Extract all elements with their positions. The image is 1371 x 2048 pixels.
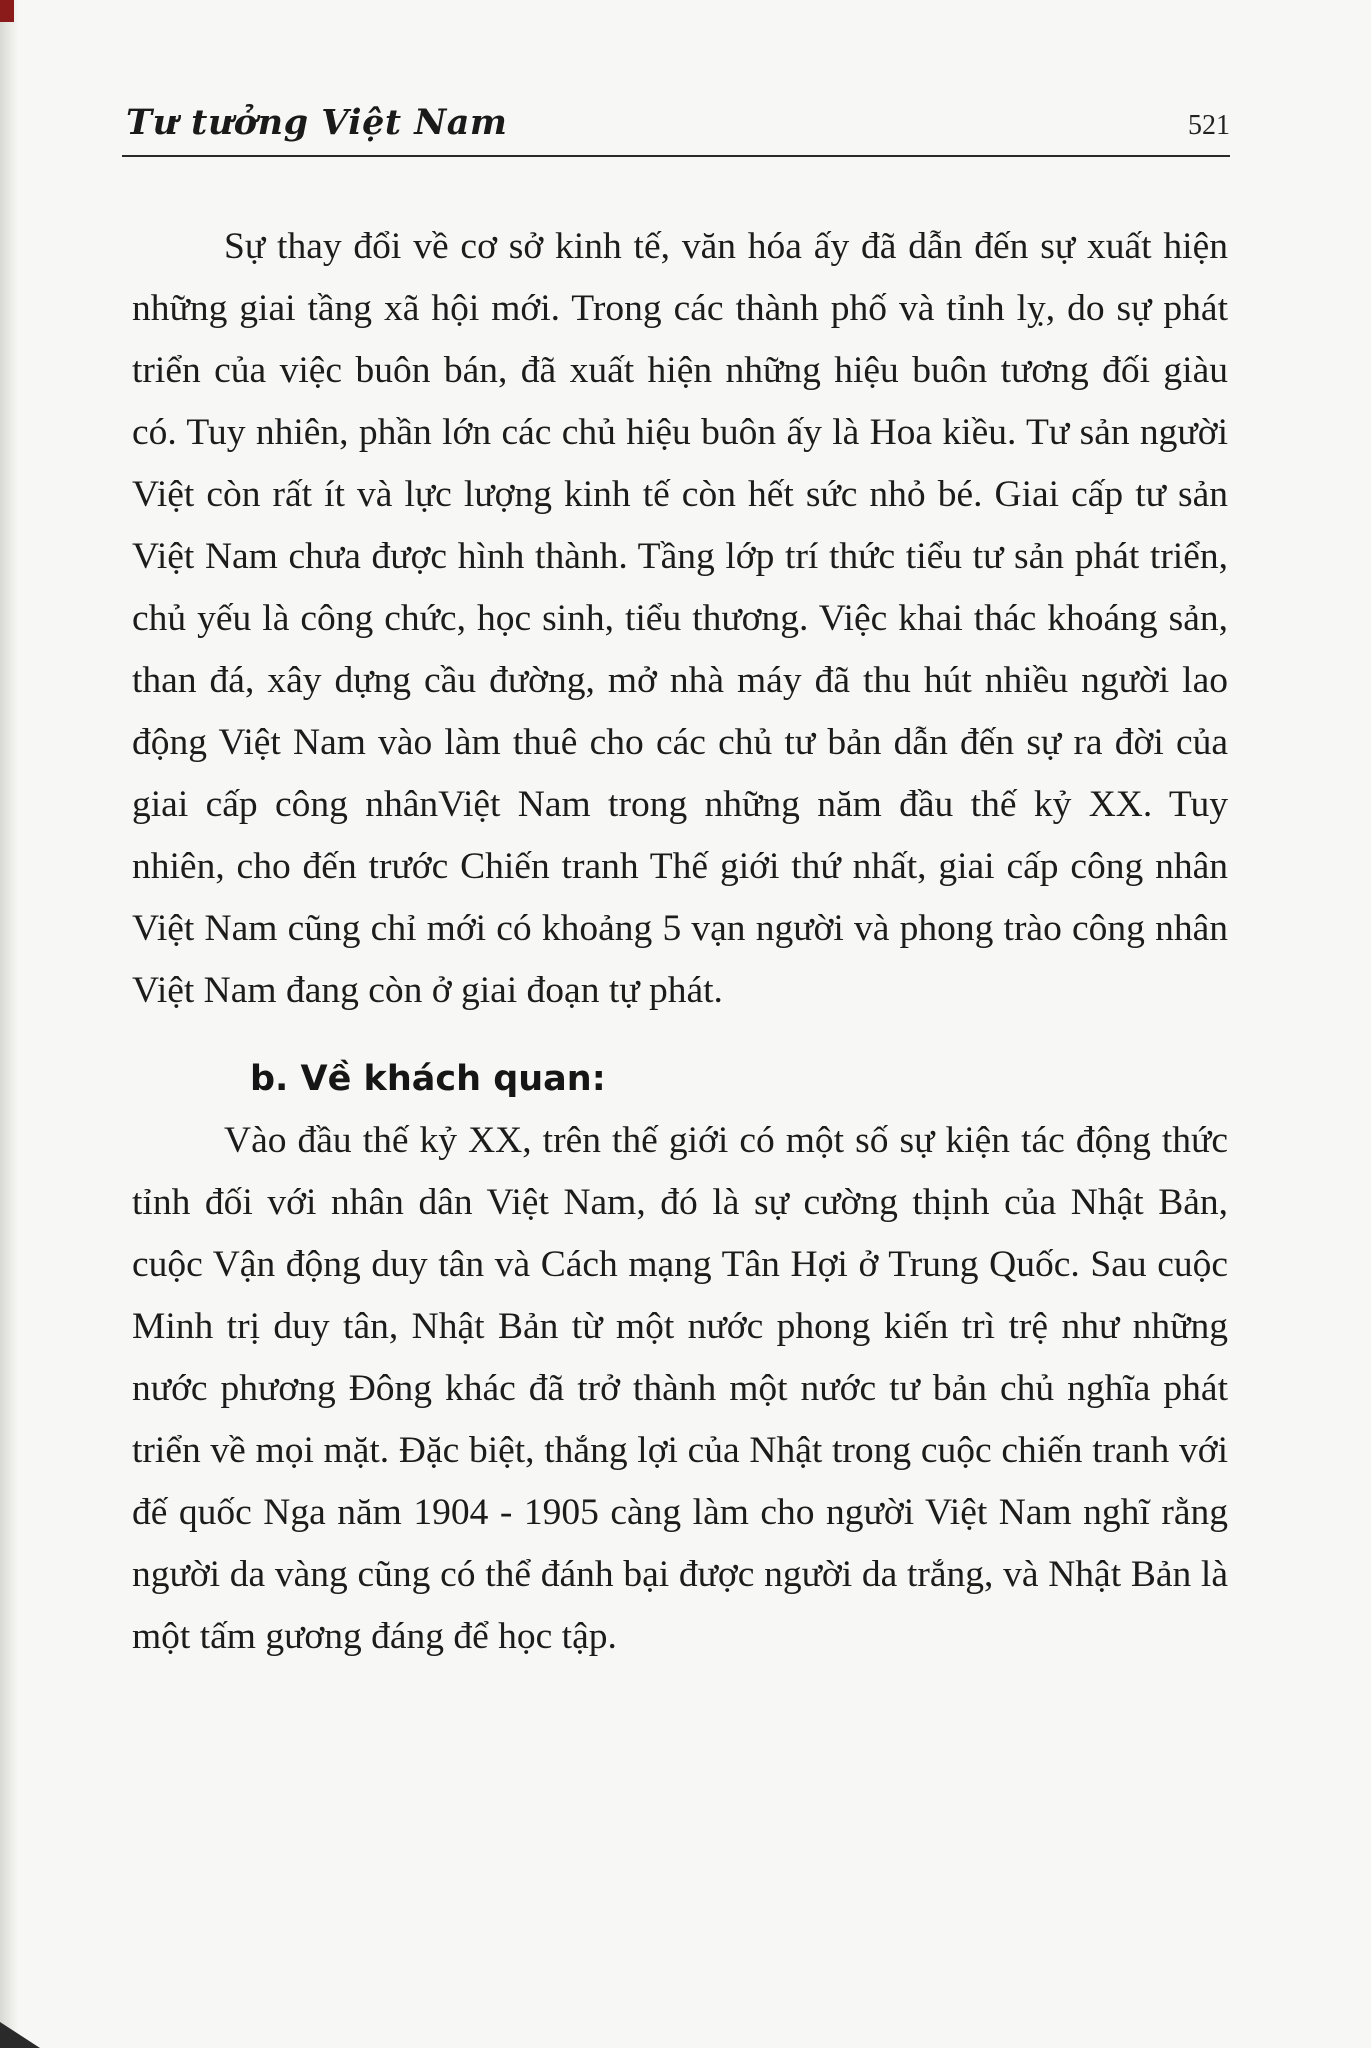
section-heading: b. Về khách quan: <box>250 1059 606 1099</box>
page-header <box>122 96 1230 158</box>
body-text <box>132 216 1228 1668</box>
header-rule <box>122 155 1230 157</box>
page-number: 521 <box>1188 110 1230 141</box>
corner-mark <box>0 0 14 22</box>
running-title: Tư tưởng Việt Nam <box>126 102 508 143</box>
corner-mark-bottom <box>0 2022 40 2048</box>
paragraph: Vào đầu thế kỷ XX, trên thế giới có một số sự kiện tác động thức tỉnh đối với nhân dân Việt Nam, đó là sự cường thịnh của Nhật Bản, cuộc Vận động duy tân và Cách mạng Tân Hợi ở Trung Quốc. Sau cuộc Minh trị duy tân, Nhật Bản từ một nước phong kiến trì trệ như những nước phương Đông khác đã trở thành một nước tư bản chủ nghĩa phát triển về mọi mặt. Đặc biệt, thắng lợi của Nhật trong cuộc chiến tranh với đế quốc Nga năm 1904 - 1905 càng làm cho người Việt Nam nghĩ rằng người da vàng cũng có thể đánh bại được người da trắng, và Nhật Bản là một tấm gương đáng để học tập. <box>132 1120 1228 1657</box>
page-edge-shadow <box>0 0 18 2048</box>
paragraph: Sự thay đổi về cơ sở kinh tế, văn hóa ấy đã dẫn đến sự xuất hiện những giai tầng xã hội mới. Trong các thành phố và tỉnh lỵ, do sự phát triển của việc buôn bán, đã xuất hiện những hiệu buôn tương đối giàu có. Tuy nhiên, phần lớn các chủ hiệu buôn ấy là Hoa kiều. Tư sản người Việt còn rất ít và lực lượng kinh tế còn hết sức nhỏ bé. Giai cấp tư sản Việt Nam chưa được hình thành. Tầng lớp trí thức tiểu tư sản phát triển, chủ yếu là công chức, học sinh, tiểu thương. Việc khai thác khoáng sản, than đá, xây dựng cầu đường, mở nhà máy đã thu hút nhiều người lao động Việt Nam vào làm thuê cho các chủ tư bản dẫn đến sự ra đời của giai cấp công nhânViệt Nam trong những năm đầu thế kỷ XX. Tuy nhiên, cho đến trước Chiến tranh Thế giới thứ nhất, giai cấp công nhân Việt Nam cũng chỉ mới có khoảng 5 vạn người và phong trào công nhân Việt Nam đang còn ở giai đoạn tự phát. <box>132 226 1228 1011</box>
